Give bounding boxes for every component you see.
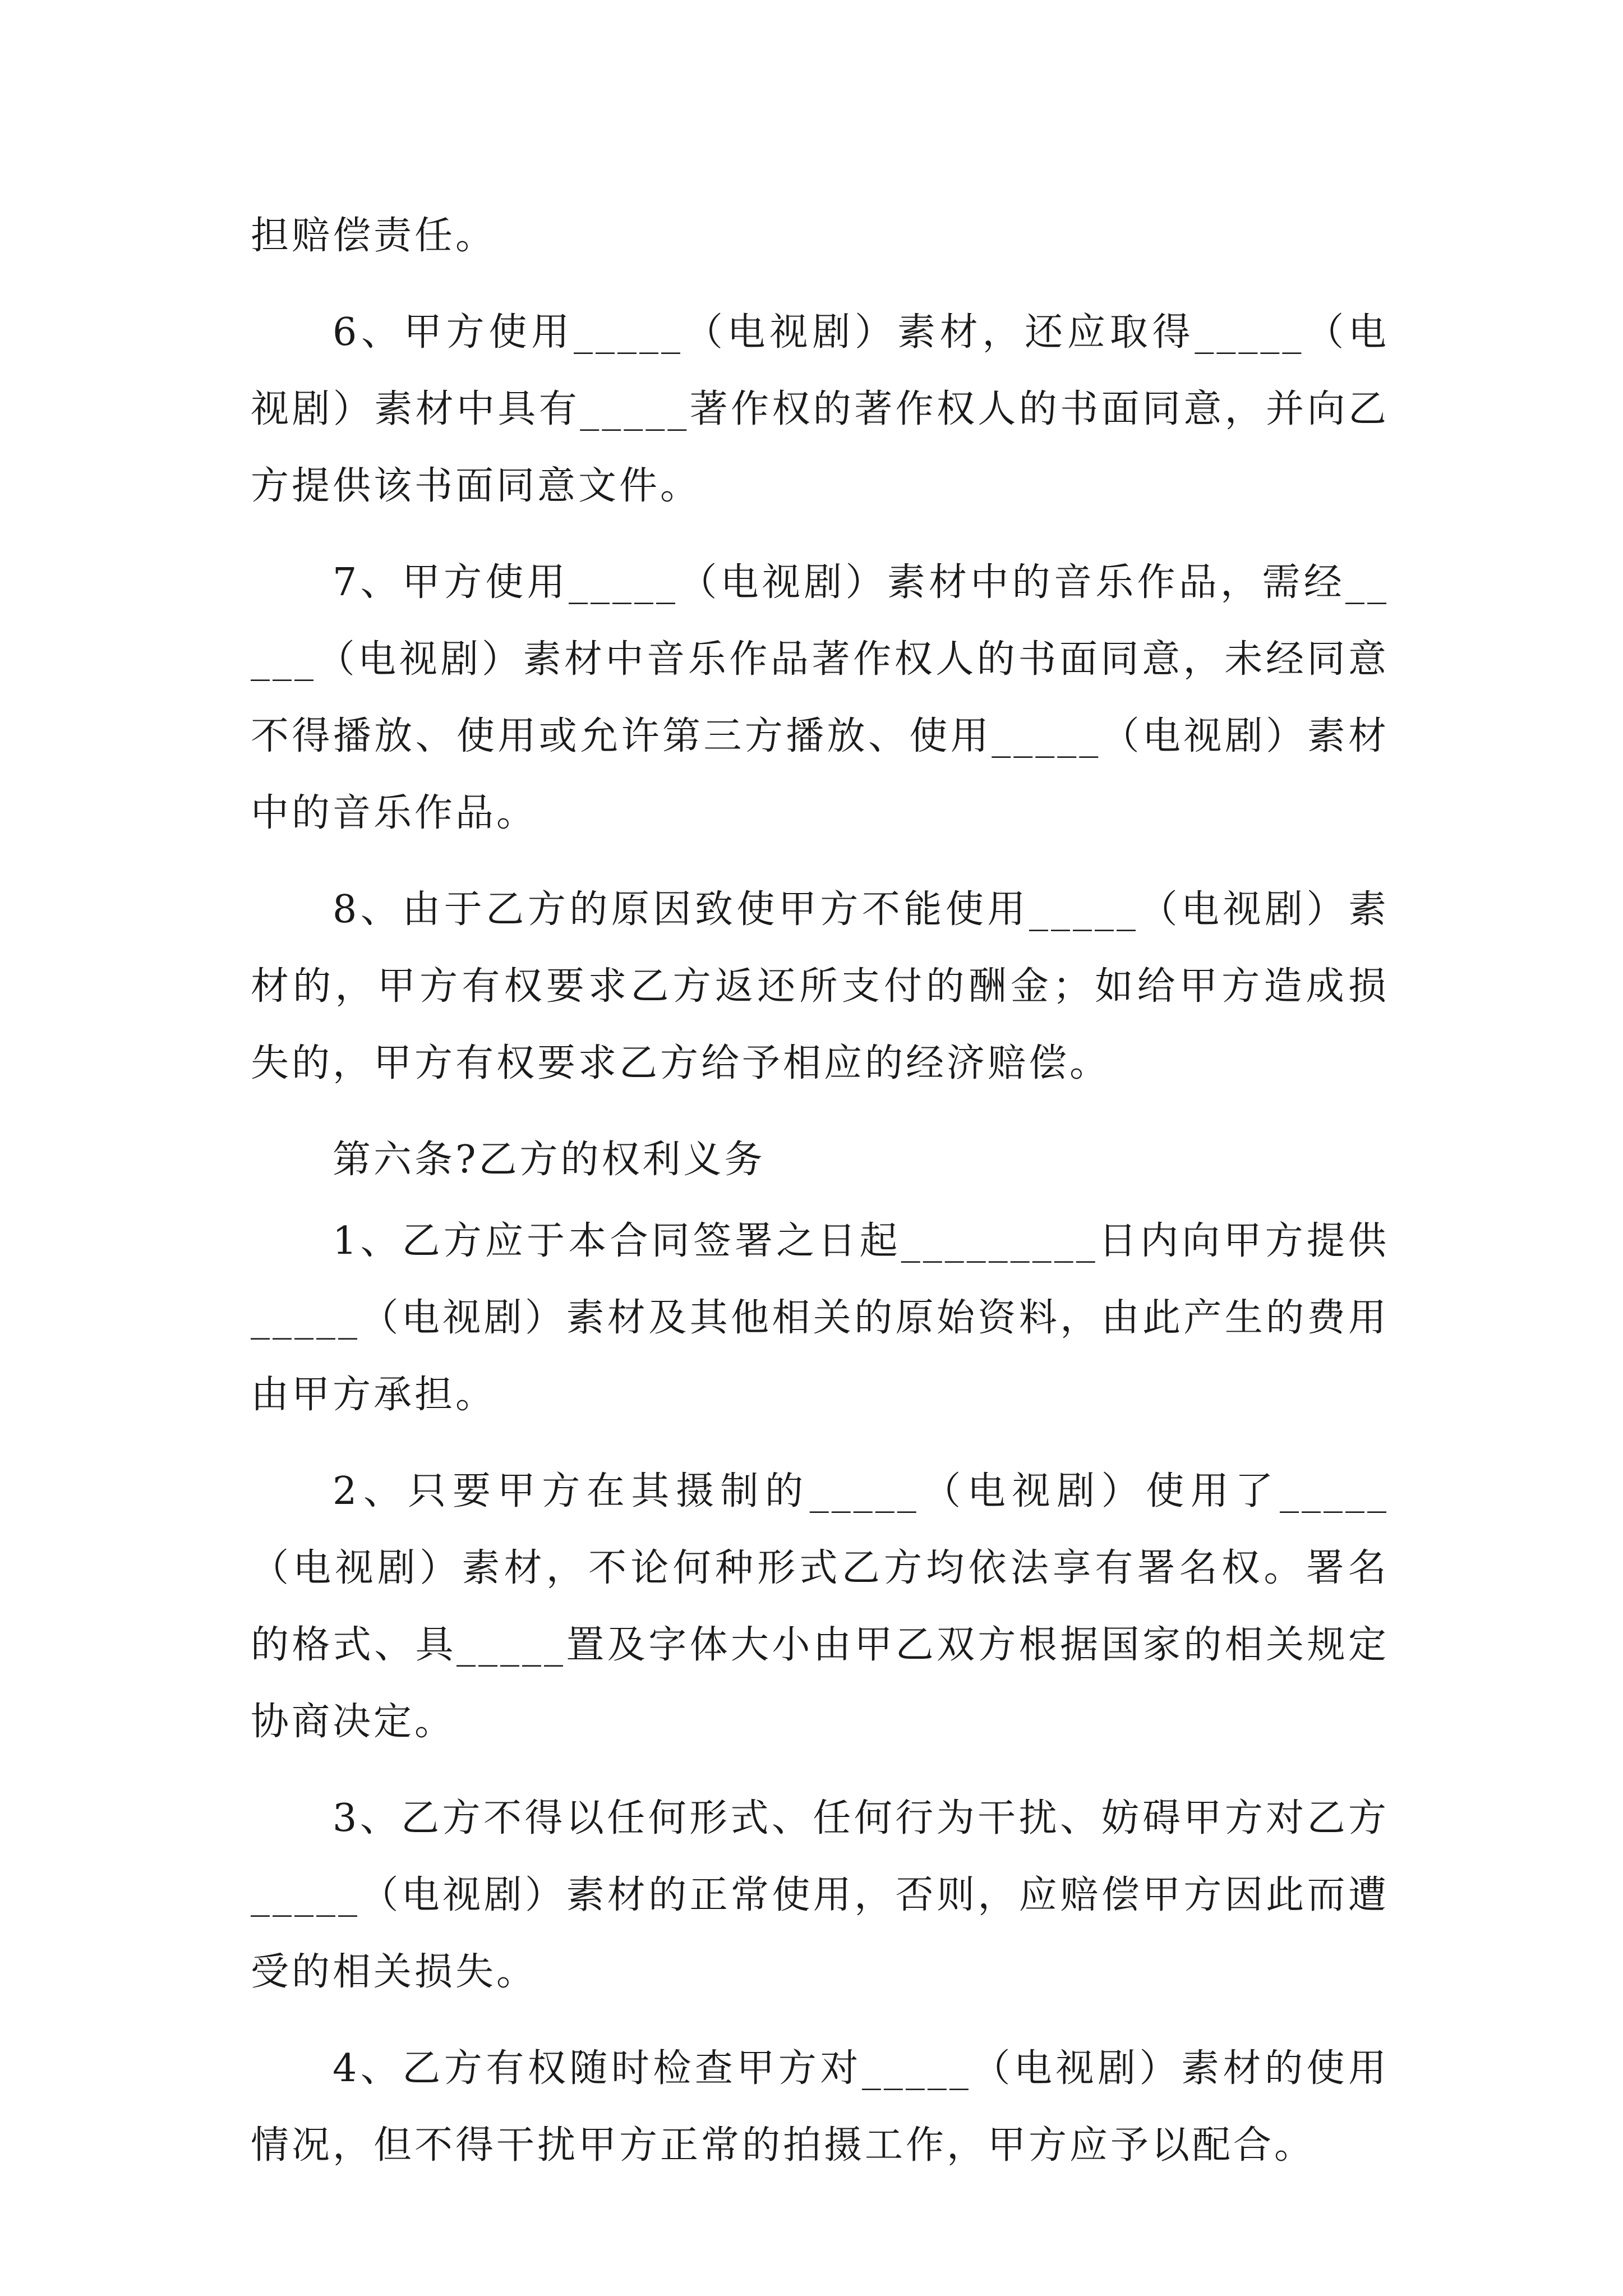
paragraph-clause-2: 2、只要甲方在其摄制的_____（电视剧）使用了_____（电视剧）素材，不论何种形式乙方均依法享有署名权。署名的格式、具_____置及字体大小由甲乙双方根据国家的相关规定协商决定。 <box>251 1469 1389 1744</box>
paragraph-clause-1: 1、乙方应于本合同签署之日起_________日内向甲方提供_____（电视剧）素材及其他相关的原始资料，由此产生的费用由甲方承担。 <box>251 1219 1389 1417</box>
paragraph-clause-8: 8、由于乙方的原因致使甲方不能使用_____（电视剧）素材的，甲方有权要求乙方返还所支付的酬金；如给甲方造成损失的，甲方有权要求乙方给予相应的经济赔偿。 <box>251 887 1389 1085</box>
paragraph-continuation: 担赔偿责任。 <box>251 214 497 258</box>
paragraph-clause-4: 4、乙方有权随时检查甲方对_____（电视剧）素材的使用情况，但不得干扰甲方正常的拍摄工作，甲方应予以配合。 <box>251 2046 1389 2168</box>
paragraph-clause-6: 6、甲方使用_____（电视剧）素材，还应取得_____（电视剧）素材中具有_____著作权的著作权人的书面同意，并向乙方提供该书面同意文件。 <box>251 310 1389 508</box>
paragraph-clause-7: 7、甲方使用_____（电视剧）素材中的音乐作品，需经_____（电视剧）素材中音乐作品著作权人的书面同意，未经同意不得播放、使用或允许第三方播放、使用_____（电视剧）素材中的音乐作品。 <box>251 560 1389 835</box>
paragraph-clause-3: 3、乙方不得以任何形式、任何行为干扰、妨碍甲方对乙方_____（电视剧）素材的正常使用，否则，应赔偿甲方因此而遭受的相关损失。 <box>251 1796 1389 1994</box>
section-heading-article-6: 第六条?乙方的权利义务 <box>333 1138 766 1182</box>
document-body <box>251 197 1389 2203</box>
